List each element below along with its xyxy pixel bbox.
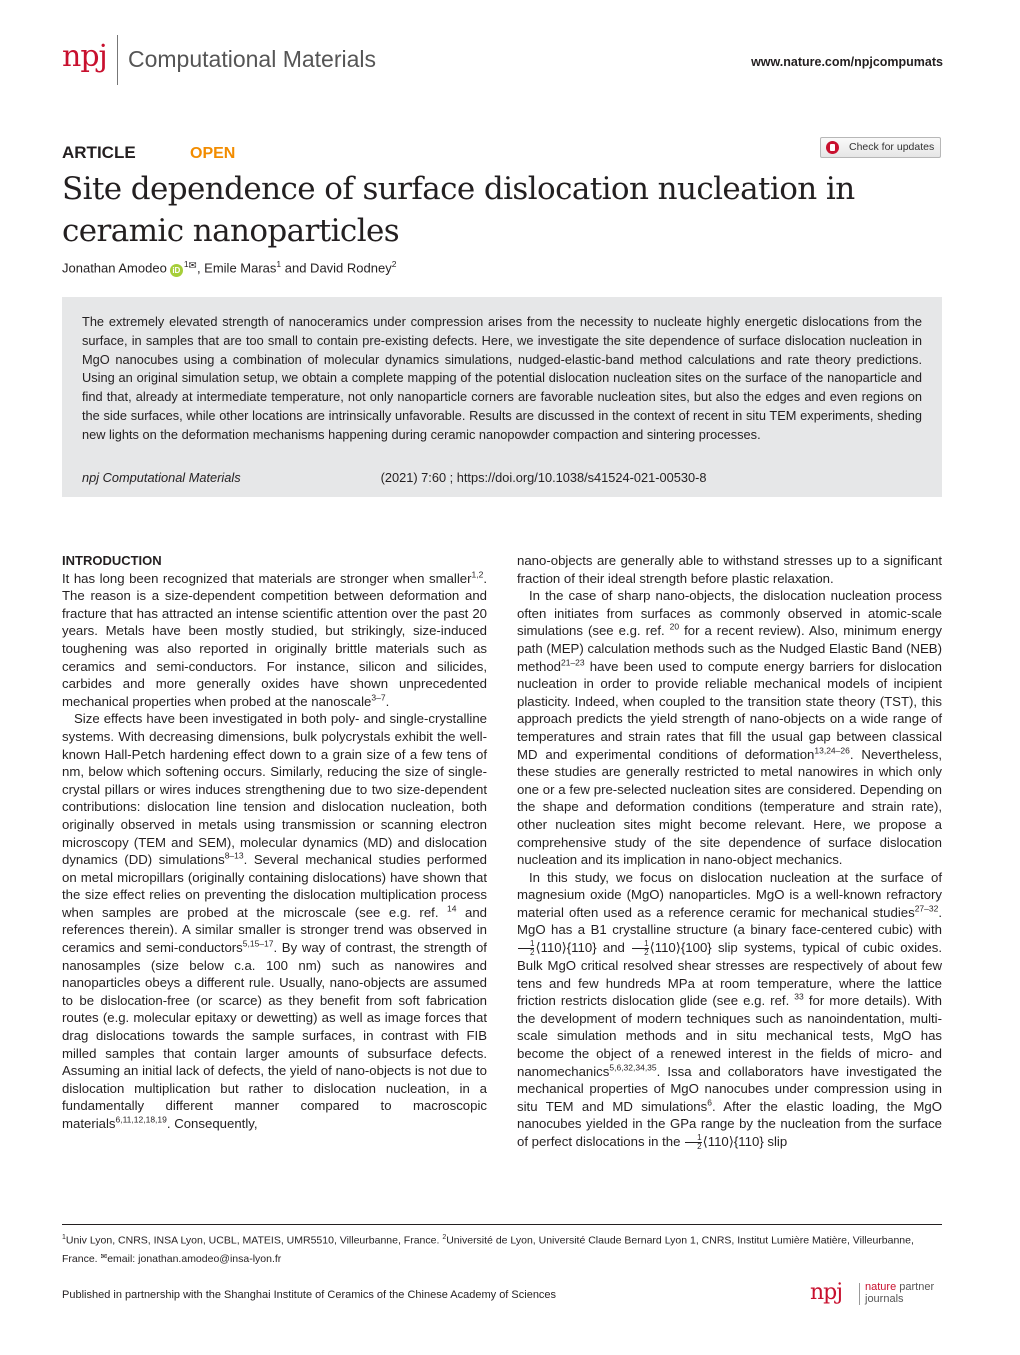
affiliation-footnote: $^1$Univ Lyon, CNRS, INSA Lyon, UCBL, MATEIS, UMR5510, Villeurbanne, France. $^2$Université de Lyon, Université Claude Bernard Lyon 1, CNRS, Institut Lumière Matière, Villeurbanne, France. ✉email: jonathan.amodeo@insa-lyon.fr [62,1234,914,1265]
open-access-label: OPEN [190,145,236,162]
fraction-one-half: $\frac{1}{2}$ [518,940,534,957]
author-list [62,259,396,277]
article-type-label: ARTICLE [62,143,136,162]
email-link[interactable]: email: jonathan.amodeo@insa-lyon.fr [107,1252,282,1265]
reference-link[interactable]: 6,11,12,18,19 [115,1114,167,1125]
orcid-icon[interactable]: iD [170,264,183,277]
footnote-divider [62,1224,942,1225]
reference-link[interactable]: 20 [669,621,680,632]
intro-paragraph-1: It has long been recognized that materials are stronger when smaller$^{1,2}$. The reason is a size-dependent competition between deformation and fracture that has attracted an intense scientific attention over the past 20 years. Metals have been mostly studied, but strikingly, size-induced toughening was also reported in originally brittle materials such as ceramics and semi-conductors. For instance, silicon and silicides, carbides and more generally oxides have shown unprecedented mechanical properties when probed at the nanoscale$^{3-7}$. [62,569,487,709]
affiliation-sup: 1 [183,259,189,269]
reference-link[interactable]: 5,15–17 [242,938,274,949]
reference-link[interactable]: 1,2 [471,569,484,580]
abstract-text: The extremely elevated strength of nanoceramics under compression arises from the necessity to nucleate highly energetic dislocations from the surface, in samples that are too small to contain pre-existing defects. Here, we investigate the site dependence of surface dislocation nucleation in MgO nanocubes using a combination of molecular dynamics simulations, nudged-elastic-band method calculations and rate theory predictions. Using an original simulation setup, we obtain a complete mapping of the potential dislocation nucleation sites on the surface of the nanoparticle and find that, already at intermediate temperature, not only nanoparticle corners are favorable nucleation sites, but also the edges and even regions on the side surfaces, while other locations are intrinsically unfavorable. Results are discussed in the context of recent in situ TEM experiments, sheding new lights on the deformation mechanisms happening during ceramic nanopowder compaction and sintering processes. [82,314,922,442]
publisher-note: Published in partnership with the Shanghai Institute of Ceramics of the Chinese Academy of Sciences [62,1289,557,1301]
author-maras[interactable]: , Emile Maras [196,260,277,276]
reference-link[interactable]: 21–23 [561,657,585,668]
logo-divider [117,35,118,85]
reference-link[interactable]: 27–32 [914,903,939,914]
check-updates-label: Check for updates [849,141,935,153]
right-column [517,552,942,1151]
citation-doi[interactable]: (2021) 7:60 ; https://doi.org/10.1038/s41524-021-00530-8 [380,470,707,485]
reference-link[interactable]: 8–13 [224,850,244,861]
reference-link[interactable]: 5,6,32,34,35 [609,1062,657,1073]
affiliation-sup: 1 [276,259,282,269]
author-rodney[interactable]: and David Rodney [281,260,392,276]
fraction-one-half: $\frac{1}{2}$ [685,1134,701,1151]
bookmark-icon [826,141,839,154]
journal-url-link[interactable]: www.nature.com/npjcompumats [751,55,943,69]
reference-link[interactable]: 13,24–26 [814,745,850,756]
article-title: Site dependence of surface dislocation nucleation in ceramic nanoparticles [62,171,855,249]
citation-line [82,470,922,485]
check-for-updates-button[interactable] [820,137,941,158]
intro-paragraph-5: In this study, we focus on dislocation nucleation at the surface of magnesium oxide (MgO) nanoparticles. MgO is a well-known refractory material often used as a reference ceramic for mechanical studies$^{27-32}$. MgO has a B1 crystalline structure (a binary face-centered cubic) with $\frac{1}{2}$ ⟨110⟩{110} and $\frac{1}{2}$ ⟨110⟩{100} slip systems, typical of cubic oxides. Bulk MgO critical resolved shear stresses are respectively of about few tens and few hundreds MPa at room temperature, where the lattice friction restricts dislocation glide (see e.g. ref. $^{33}$ for more details). With the development of modern techniques such as nanoindentation, multi-scale simulation methods and in situ mechanical tests, MgO has become the object of a renewed interest in the fields of micro- and nanomechanics$^{5,6,32,34,35}$. Issa and collaborators have investigated the mechanical properties of MgO nanocubes under compression using in situ TEM and MD simulations$^6$. After the elastic loading, the MgO nanocubes yielded in the GPa range by the nucleation from the surface of perfect dislocations in the $\frac{1}{2}$ ⟨110⟩{110} slip [517,869,942,1152]
partner-divider [859,1283,860,1305]
left-column [62,552,487,1133]
email-icon[interactable]: ✉ [188,260,197,272]
nature-partner-label: nature partner [865,1281,935,1293]
reference-link[interactable]: 6 [707,1097,712,1108]
fraction-one-half: $\frac{1}{2}$ [632,940,648,957]
reference-link[interactable]: 14 [447,903,457,914]
citation-journal: npj Computational Materials [82,470,241,485]
author-amodeo[interactable]: Jonathan Amodeo [62,260,167,276]
npj-logo: npj [62,39,107,74]
section-heading: INTRODUCTION [62,553,162,568]
intro-paragraph-2: Size effects have been investigated in both poly- and single-crystalline systems. With decreasing dimensions, bulk polycrystals exhibit the well-known Hall-Petch hardening effect down to a grain size of a few tens of nm, below which softening occurs. Similarly, reducing the size of single-crystal pillars or wires induces strengthening due to two size-dependent contributions: dislocation line tension and dislocation nucleation, both originally observed in metals using transmission or scanning electron microscopy (TEM and SEM), molecular dynamics (MD) and dislocation dynamics (DD) simulations$^{8-13}$. Several mechanical studies performed on metal micropillars (originally containing dislocations) have shown that the size effect relies on preventing the dislocation multiplication process when samples are probed at the microscale (see e.g. ref. $^{14}$ and references therein). A similar smaller is stronger trend was observed in ceramics and semi-conductors$^{5,15-17}$. By way of contrast, the strength of nanosamples (size below c.a. 100 nm) such as nanowires and nanoparticles obeys a different rule. Usually, nano-objects are assumed to be dislocation-free (or scarce) as they benefit from soft fabrication routes (e.g. molecular epitaxy or dewetting) as well as image forces that drag dislocations towards the sample surfaces, in contrast with FIB milled samples that contain larger amounts of subsurface defects. Assuming an initial lack of defects, the yield of nano-objects is not due to dislocation multiplication but rather to dislocation nucleation, in a fundamentally different manner compared to macroscopic materials$^{6,11,12,18,19}$. Consequently, [62,711,487,1131]
npj-footer-logo: npj [810,1280,843,1305]
intro-paragraph-4: In the case of sharp nano-objects, the dislocation nucleation process often initiates from surfaces as commonly observed in atomic-scale simulations (see e.g. ref. $^{20}$ for a recent review). Also, minimum energy path (MEP) calculation methods such as the Nudged Elastic Band (NEB) method$^{21-23}$ have been used to compute energy barriers for dislocation nucleation in order to provide reliable mechanical models of incipient plasticity. Indeed, when coupled to the transition state theory (TST), this approach predicts the yield strength of nano-objects on a wide range of temperatures and strain rates that fill the usual gap between classical MD and experimental conditions of deformation$^{13,24-26}$. Nevertheless, these studies are generally restricted to metal nanowires in which only one or a few pre-selected nucleation sites are considered. Depending on the shape and deformation conditions (temperature and strain rate), other nucleation sites might become relevant. Here, we propose a comprehensive study of the site dependence of surface dislocation nucleation and its implication in nano-object mechanics. [517,588,942,868]
affiliation-sup: 2 [391,259,397,269]
journals-label: journals [865,1293,904,1305]
journal-name: Computational Materials [128,46,377,72]
intro-paragraph-3: nano-objects are generally able to withstand stresses up to a significant fraction of their ideal strength before plastic relaxation. [517,553,942,586]
reference-link[interactable]: 3–7 [371,692,386,703]
reference-link[interactable]: 33 [794,991,804,1002]
email-icon: ✉ [100,1251,108,1261]
